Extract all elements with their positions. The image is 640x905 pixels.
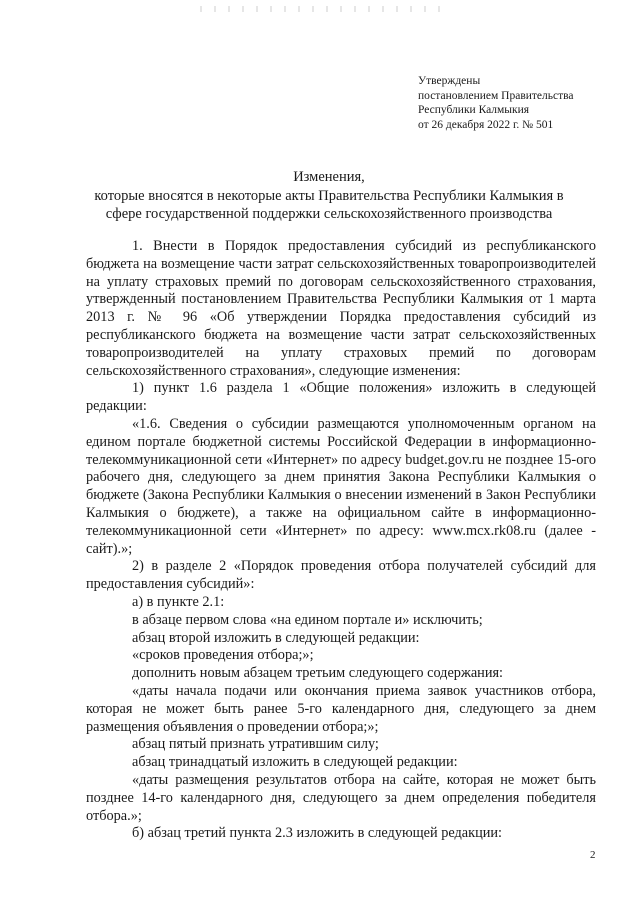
paragraph: абзац пятый признать утратившим силу; xyxy=(132,736,379,753)
approval-stamp xyxy=(418,74,574,132)
document-subtitle-line: сфере государственной поддержки сельскохозяйственного производства xyxy=(105,206,553,222)
document-title: Изменения, xyxy=(293,169,365,185)
paragraph: «даты начала подачи или окончания приема заявок участников отбора, которая не может быть ранее 5-го календарного дня, следующего за днем размещения объявления о проведении отбора;»; xyxy=(86,682,596,735)
paragraph: «сроков проведения отбора;»; xyxy=(132,647,314,664)
paragraph: в абзаце первом слова «на едином портале и» исключить; xyxy=(132,611,483,628)
paragraph: абзац второй изложить в следующей редакции: xyxy=(132,629,420,646)
paragraph: «даты размещения результатов отбора на сайте, которая не может быть позднее 14-го календарного дня, следующего за днем определения победителя отбора.»; xyxy=(86,771,596,824)
page-number: 2 xyxy=(590,849,596,861)
paragraph: а) в пункте 2.1: xyxy=(132,593,225,610)
paragraph: 1. Внести в Порядок предоставления субсидий из республиканского бюджета на возмещение части затрат сельскохозяйственных товаропроизводителей на уплату страховых премий по договорам сельскохозяйственного страхования, утвержденный постановлением Правительства Республики Калмыкия от 1 марта 2013 г. № 96 «Об утверждении Порядка предоставления субсидий из республиканского бюджета на возмещение части затрат сельскохозяйственных товаропроизводителей на уплату страховых премий по договорам сельскохозяйственного страхования», следующие изменения: xyxy=(86,238,596,379)
document-subtitle-line: которые вносятся в некоторые акты Правительства Республики Калмыкия в xyxy=(94,187,564,204)
approval-line: Утверждены xyxy=(418,75,481,87)
paragraph: б) абзац третий пункта 2.3 изложить в следующей редакции: xyxy=(132,825,503,842)
approval-line: постановлением Правительства xyxy=(418,89,574,102)
approval-line: Республики Калмыкия xyxy=(418,104,530,117)
document-heading xyxy=(84,168,574,224)
paragraph: «1.6. Сведения о субсидии размещаются уполномоченным органом на едином портале бюджетной системы Российской Федерации в информационно-телекоммуникационной сети «Интернет» по адресу budget.gov.ru не позднее 15-ого рабочего дня, следующего за днем принятия Закона Республики Калмыкия о бюджете (Закона Республики Калмыкия о внесении изменений в Закон Республики Калмыкия о бюджете), а также на официальном сайте в информационно-телекоммуникационной сети «Интернет» по адресу: www.mcx.rk08.ru (далее - сайт).»; xyxy=(86,415,596,557)
paragraph: 1) пункт 1.6 раздела 1 «Общие положения» изложить в следующей редакции: xyxy=(86,380,596,415)
approval-line: от 26 декабря 2022 г. № 501 xyxy=(418,118,554,131)
scan-artifact xyxy=(200,6,440,12)
document-body xyxy=(86,238,596,843)
paragraph: 2) в разделе 2 «Порядок проведения отбора получателей субсидий для предоставления субсидий»: xyxy=(86,558,596,593)
paragraph: абзац тринадцатый изложить в следующей редакции: xyxy=(132,754,458,771)
paragraph: дополнить новым абзацем третьим следующего содержания: xyxy=(132,665,504,682)
